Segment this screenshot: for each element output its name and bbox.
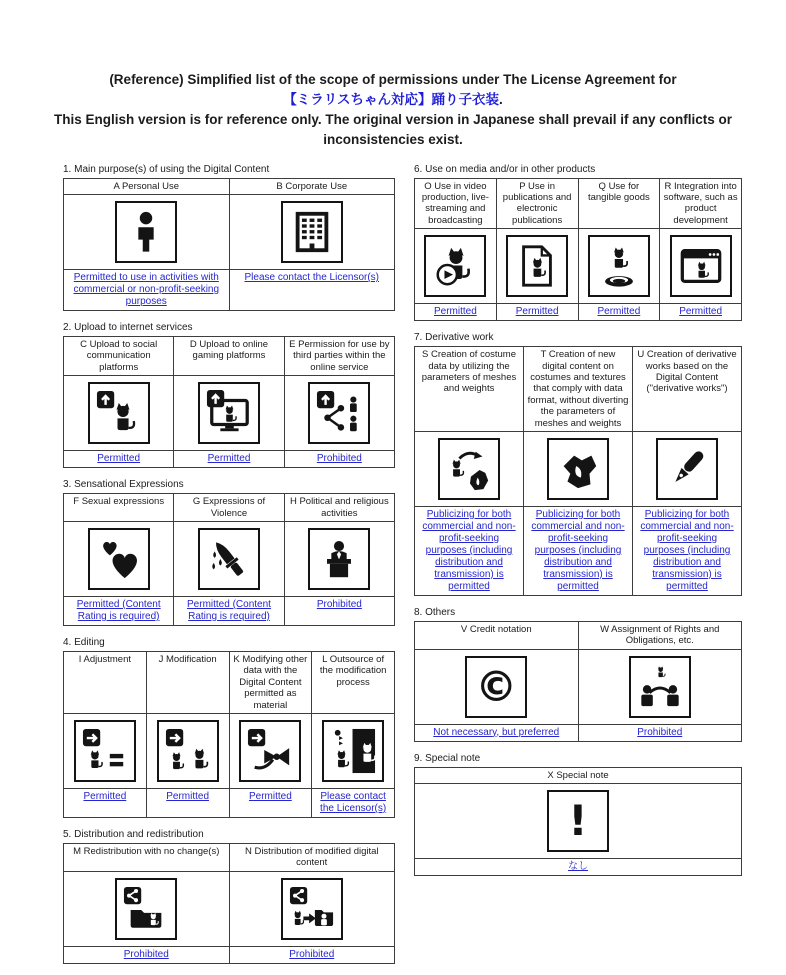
status-link[interactable]: Prohibited bbox=[64, 946, 230, 963]
license-table bbox=[63, 843, 395, 964]
icon-cell bbox=[415, 784, 742, 859]
icon-cell bbox=[284, 376, 394, 451]
icon-cell bbox=[312, 713, 395, 788]
section-label: 6. Use on media and/or in other products bbox=[414, 163, 596, 175]
icon-cell bbox=[660, 229, 742, 304]
building-icon bbox=[281, 201, 343, 263]
category-header: O Use in video production, live-streaming and broadcasting bbox=[415, 178, 497, 229]
status-link[interactable]: Not necessary, but preferred bbox=[415, 724, 579, 741]
category-header: I Adjustment bbox=[64, 651, 147, 713]
icon-cell bbox=[633, 431, 742, 506]
section-others bbox=[414, 607, 742, 742]
icon-cell bbox=[64, 713, 147, 788]
modification-icon bbox=[157, 720, 219, 782]
section-label: 1. Main purpose(s) of using the Digital Content bbox=[63, 163, 270, 175]
category-header: A Personal Use bbox=[64, 178, 230, 194]
license-table bbox=[414, 178, 742, 322]
status-link[interactable]: Permitted bbox=[415, 304, 497, 321]
copyright-glyph: © bbox=[475, 661, 518, 711]
icon-cell bbox=[174, 376, 284, 451]
category-header: D Upload to online gaming platforms bbox=[174, 337, 284, 376]
title-line-3: This English version is for reference only. The original version in Japanese shall prevail if any conflicts or inconsistencies exist. bbox=[54, 112, 732, 148]
category-header: B Corporate Use bbox=[229, 178, 395, 194]
section-special-note bbox=[414, 753, 742, 876]
category-header: H Political and religious activities bbox=[284, 494, 394, 522]
third-party-share-icon bbox=[308, 382, 370, 444]
status-link[interactable]: Prohibited bbox=[229, 946, 395, 963]
upload-social-icon bbox=[88, 382, 150, 444]
knife-icon bbox=[198, 528, 260, 590]
publications-icon bbox=[506, 235, 568, 297]
icon-cell bbox=[578, 229, 660, 304]
icon-cell bbox=[64, 376, 174, 451]
license-table bbox=[63, 178, 395, 311]
category-header: F Sexual expressions bbox=[64, 494, 174, 522]
category-header: V Credit notation bbox=[415, 621, 579, 649]
status-link[interactable]: Permitted bbox=[174, 451, 284, 468]
status-link[interactable]: Prohibited bbox=[578, 724, 742, 741]
status-link[interactable]: Please contact the Licensor(s) bbox=[312, 788, 395, 817]
status-link[interactable]: Permitted bbox=[229, 788, 312, 817]
icon-cell bbox=[229, 871, 395, 946]
category-header: Q Use for tangible goods bbox=[578, 178, 660, 229]
icon-cell bbox=[284, 521, 394, 596]
right-column bbox=[414, 164, 742, 975]
status-link[interactable]: Publicizing for both commercial and non-profit-seeking purposes (including distribution and transmission) is permitted bbox=[415, 506, 524, 595]
adjustment-icon bbox=[74, 720, 136, 782]
section-main-purpose bbox=[63, 164, 395, 311]
license-table bbox=[63, 651, 395, 818]
status-link[interactable]: なし bbox=[415, 859, 742, 876]
content-columns bbox=[0, 164, 786, 975]
icon-cell bbox=[64, 521, 174, 596]
hearts-icon bbox=[88, 528, 150, 590]
license-table bbox=[414, 346, 742, 596]
costume-data-icon bbox=[438, 438, 500, 500]
category-header: S Creation of costume data by utilizing the parameters of meshes and weights bbox=[415, 347, 524, 432]
status-link[interactable]: Permitted bbox=[64, 788, 147, 817]
section-label: 8. Others bbox=[414, 606, 456, 618]
category-header: C Upload to social communication platforms bbox=[64, 337, 174, 376]
status-link[interactable]: Prohibited bbox=[284, 451, 394, 468]
icon-cell bbox=[229, 713, 312, 788]
section-upload bbox=[63, 322, 395, 468]
upload-gaming-icon bbox=[198, 382, 260, 444]
category-header: T Creation of new digital content on costumes and textures that comply with data format, without diverting the parameters of meshes and weights bbox=[524, 347, 633, 432]
status-link[interactable]: Permitted bbox=[64, 451, 174, 468]
assignment-icon bbox=[629, 656, 691, 718]
category-header: M Redistribution with no change(s) bbox=[64, 843, 230, 871]
icon-cell bbox=[415, 229, 497, 304]
section-editing bbox=[63, 637, 395, 818]
icon-cell bbox=[578, 649, 742, 724]
icon-cell bbox=[229, 195, 395, 270]
section-sensational bbox=[63, 479, 395, 626]
license-table bbox=[63, 493, 395, 626]
exclamation-icon bbox=[547, 790, 609, 852]
person-icon bbox=[115, 201, 177, 263]
status-link[interactable]: Permitted (Content Rating is required) bbox=[64, 596, 174, 625]
status-link[interactable]: Publicizing for both commercial and non-profit-seeking purposes (including distribution and transmission) is permitted bbox=[633, 506, 742, 595]
category-header: L Outsource of the modification process bbox=[312, 651, 395, 713]
icon-cell bbox=[174, 521, 284, 596]
status-link[interactable]: Publicizing for both commercial and non-profit-seeking purposes (including distribution and transmission) is permitted bbox=[524, 506, 633, 595]
title-line-2 bbox=[53, 90, 733, 110]
document-title bbox=[53, 0, 733, 151]
section-label: 4. Editing bbox=[63, 636, 105, 648]
icon-cell bbox=[64, 195, 230, 270]
category-header: E Permission for use by third parties within the online service bbox=[284, 337, 394, 376]
left-column bbox=[63, 164, 395, 975]
section-label: 5. Distribution and redistribution bbox=[63, 828, 204, 840]
section-label: 2. Upload to internet services bbox=[63, 322, 193, 334]
video-production-icon bbox=[424, 235, 486, 297]
status-link[interactable]: Prohibited bbox=[284, 596, 394, 625]
section-label: 9. Special note bbox=[414, 752, 481, 764]
section-media-use bbox=[414, 164, 742, 322]
category-header: U Creation of derivative works based on the Digital Content ("derivative works") bbox=[633, 347, 742, 432]
title-line-1: (Reference) Simplified list of the scope of permissions under The License Agreement for bbox=[109, 72, 677, 87]
status-link[interactable]: Permitted bbox=[146, 788, 229, 817]
category-header: K Modifying other data with the Digital Content permitted as material bbox=[229, 651, 312, 713]
outsource-icon bbox=[322, 720, 384, 782]
status-link[interactable]: Permitted (Content Rating is required) bbox=[174, 596, 284, 625]
icon-cell bbox=[146, 713, 229, 788]
license-table bbox=[63, 336, 395, 468]
icon-cell bbox=[415, 431, 524, 506]
pen-icon bbox=[656, 438, 718, 500]
modified-distribution-icon bbox=[281, 878, 343, 940]
exclamation-glyph: ! bbox=[568, 796, 588, 846]
license-table bbox=[414, 767, 742, 876]
modify-material-icon bbox=[239, 720, 301, 782]
category-header: G Expressions of Violence bbox=[174, 494, 284, 522]
status-link[interactable]: Permitted bbox=[496, 304, 578, 321]
icon-cell bbox=[415, 649, 579, 724]
title-period: . bbox=[498, 91, 503, 107]
icon-cell bbox=[496, 229, 578, 304]
status-link[interactable]: Permitted to use in activities with commercial or non-profit-seeking purposes bbox=[64, 270, 230, 311]
tangible-goods-icon bbox=[588, 235, 650, 297]
category-header: X Special note bbox=[415, 767, 742, 783]
category-header: P Use in publications and electronic publications bbox=[496, 178, 578, 229]
redistribution-icon bbox=[115, 878, 177, 940]
category-header: J Modification bbox=[146, 651, 229, 713]
status-link[interactable]: Permitted bbox=[660, 304, 742, 321]
copyright-icon bbox=[465, 656, 527, 718]
status-link[interactable]: Permitted bbox=[578, 304, 660, 321]
category-header: W Assignment of Rights and Obligations, etc. bbox=[578, 621, 742, 649]
title-japanese: 【ミラリスちゃん対応】踊り子衣装 bbox=[283, 91, 499, 107]
status-link[interactable]: Please contact the Licensor(s) bbox=[229, 270, 395, 311]
section-label: 3. Sensational Expressions bbox=[63, 479, 184, 491]
section-distribution bbox=[63, 829, 395, 964]
category-header: N Distribution of modified digital content bbox=[229, 843, 395, 871]
section-label: 7. Derivative work bbox=[414, 332, 494, 344]
icon-cell bbox=[524, 431, 633, 506]
new-content-icon bbox=[547, 438, 609, 500]
software-icon bbox=[670, 235, 732, 297]
section-derivative bbox=[414, 332, 742, 596]
icon-cell bbox=[64, 871, 230, 946]
podium-icon bbox=[308, 528, 370, 590]
category-header: R Integration into software, such as product development bbox=[660, 178, 742, 229]
license-table bbox=[414, 621, 742, 742]
